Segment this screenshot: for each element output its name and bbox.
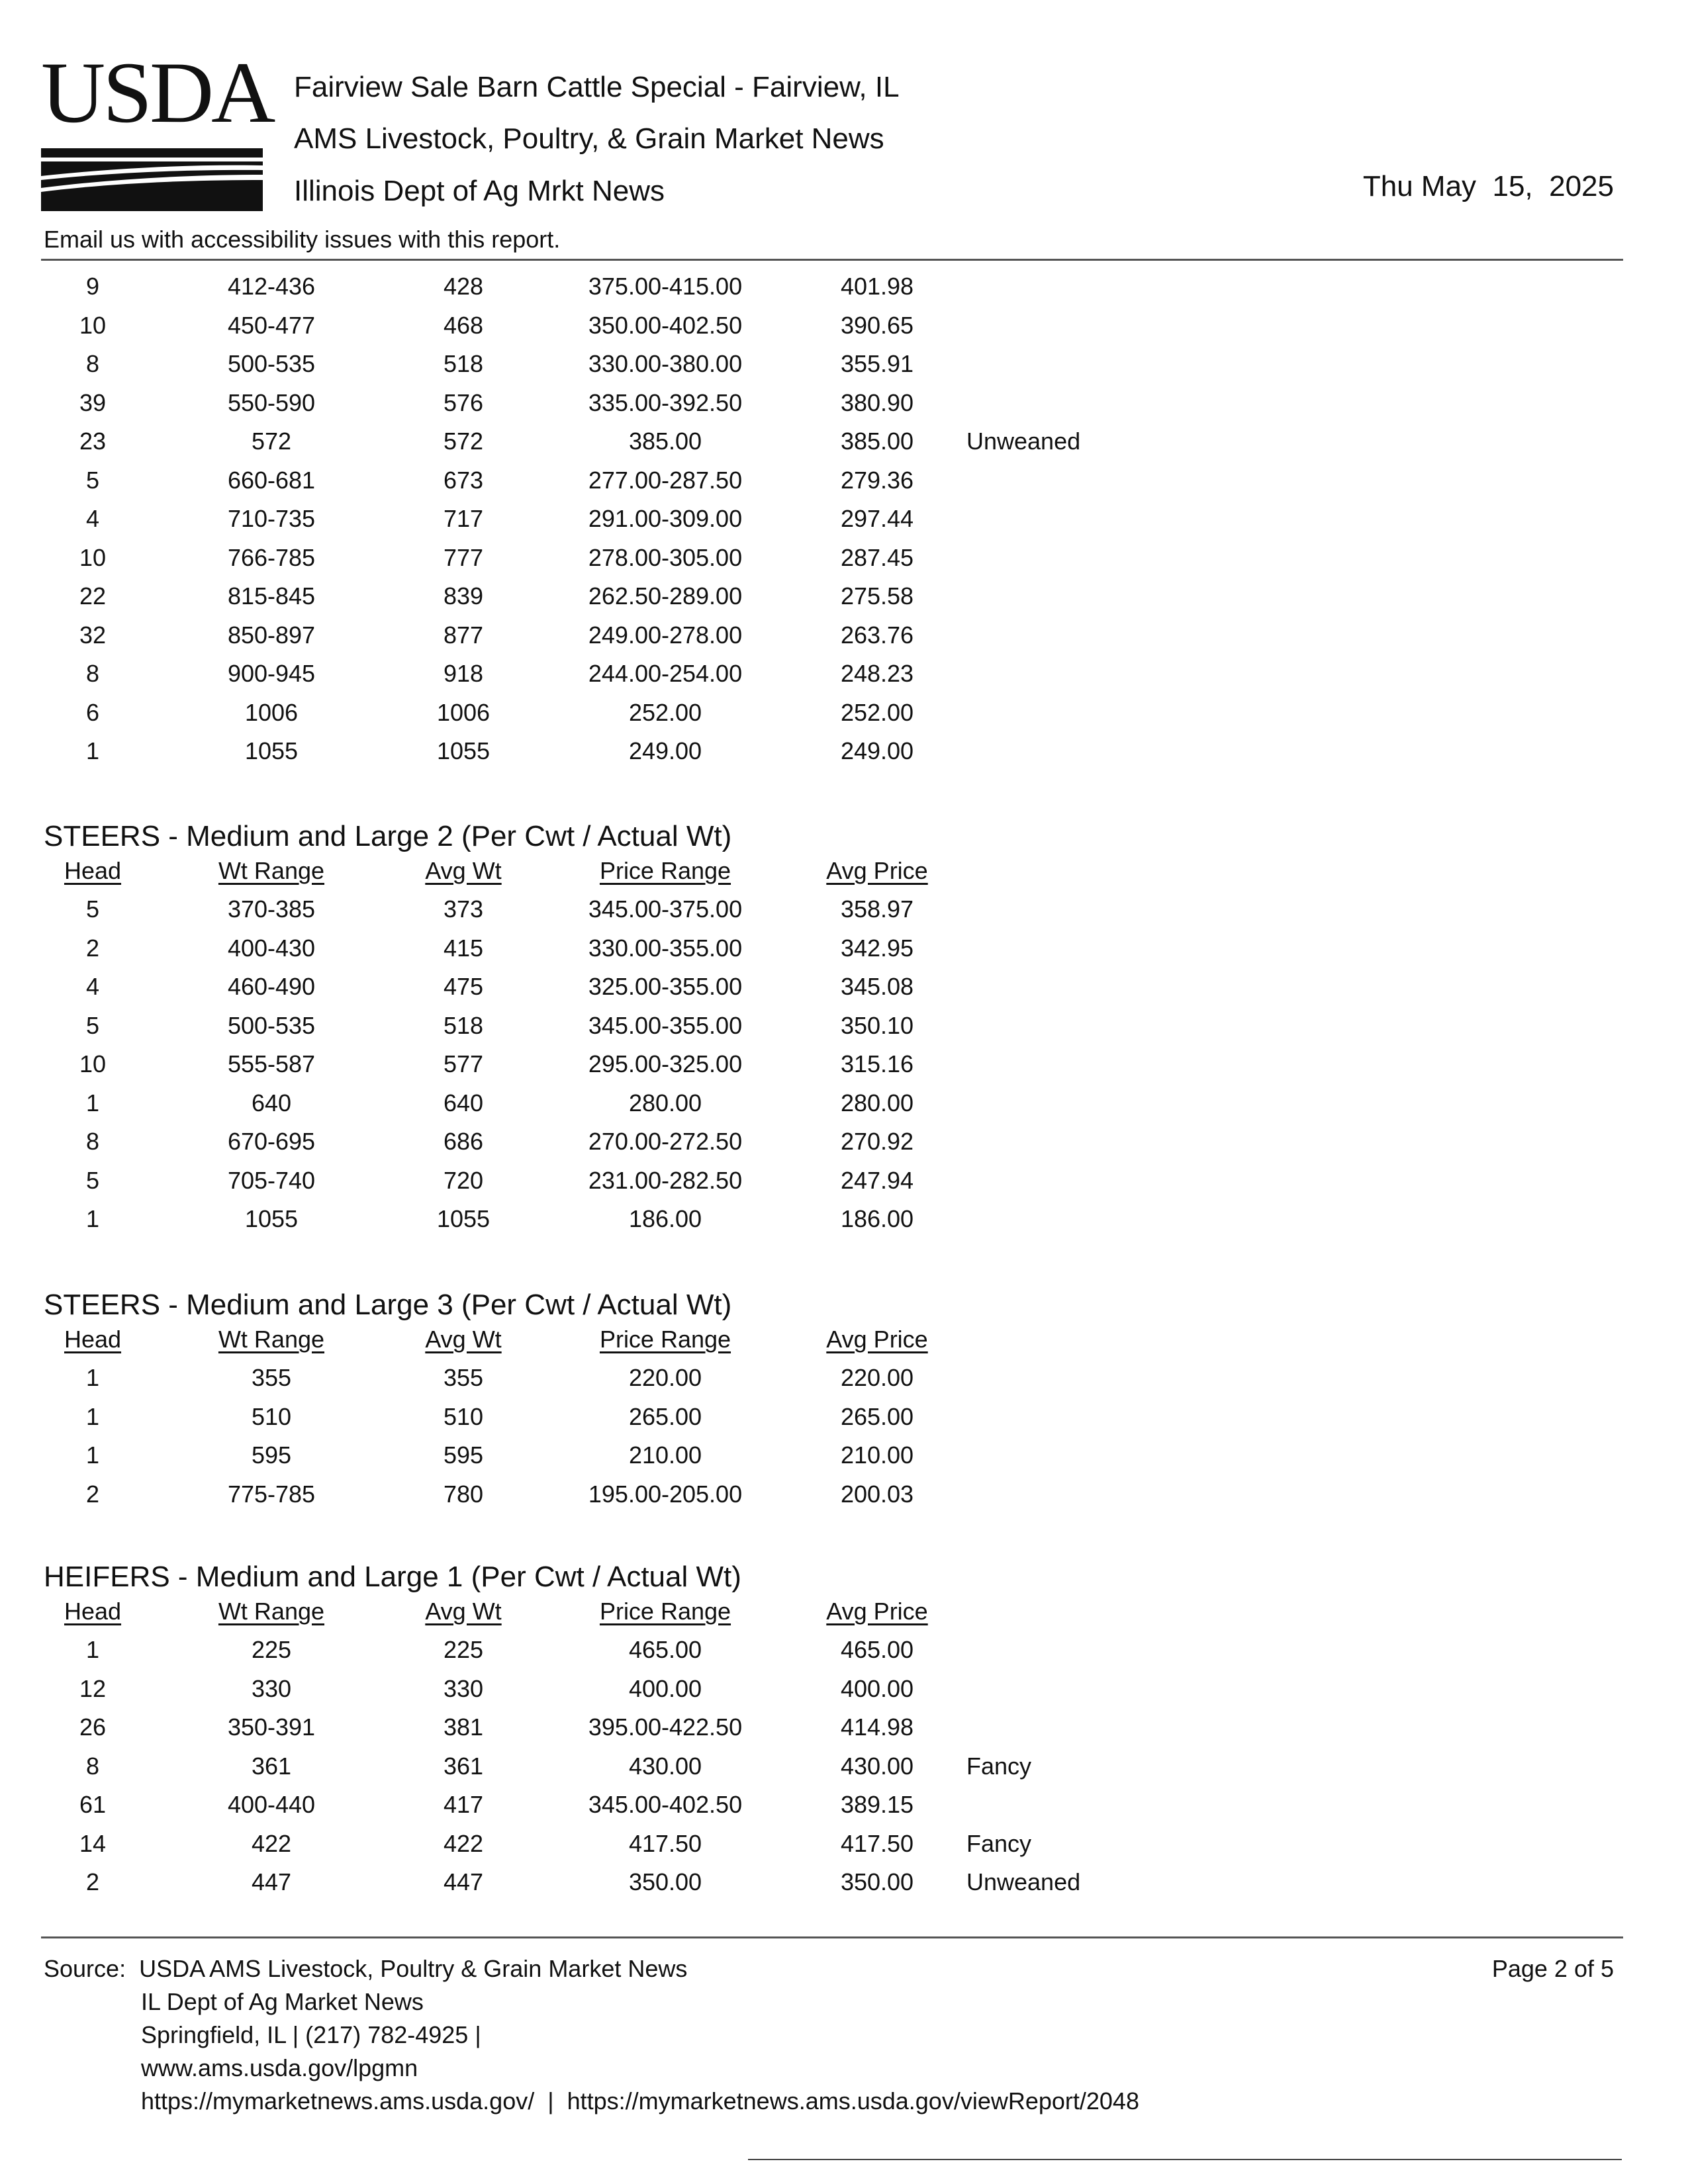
cell-head: 6: [85, 698, 100, 726]
cell-avg-wt: 640: [443, 1089, 484, 1116]
cell-price-range: 252.00: [628, 698, 702, 726]
cell-avg-wt: 1055: [436, 737, 491, 764]
cell-wt-range: 350-391: [227, 1713, 316, 1741]
cell-avg-wt: 673: [443, 466, 484, 494]
table-row: [0, 616, 1688, 655]
cell-avg-price: 275.58: [840, 582, 914, 610]
cell-avg-price: 414.98: [840, 1713, 914, 1741]
cell-avg-price: 390.65: [840, 311, 914, 339]
table-row: [0, 500, 1688, 538]
cell-price-range: 249.00: [628, 737, 702, 764]
cell-head: 8: [85, 350, 100, 377]
cell-price-range: 345.00-355.00: [588, 1011, 743, 1039]
usda-logo: [41, 44, 273, 208]
table-row: [0, 1007, 1688, 1045]
table-row: [0, 1045, 1688, 1083]
cell-head: 5: [85, 466, 100, 494]
cell-avg-wt: 417: [443, 1791, 484, 1818]
column-header-avg-wt: Avg Wt: [425, 1326, 502, 1353]
cell-head: 8: [85, 1752, 100, 1780]
column-header-head: Head: [64, 857, 122, 884]
cell-wt-range: 710-735: [227, 505, 316, 532]
table-row: [0, 306, 1688, 345]
table-row: [0, 1161, 1688, 1200]
page-number: Page 2 of 5: [1491, 1955, 1614, 1982]
cell-head: 39: [79, 388, 107, 416]
cell-avg-price: 389.15: [840, 1791, 914, 1818]
cell-avg-price: 186.00: [840, 1205, 914, 1232]
accessibility-email-note[interactable]: Email us with accessibility issues with this report.: [44, 226, 561, 253]
cell-avg-price: 358.97: [840, 895, 914, 923]
table-row: [0, 1825, 1688, 1863]
cell-avg-price: 247.94: [840, 1166, 914, 1194]
cell-avg-wt: 361: [443, 1752, 484, 1780]
cell-wt-range: 595: [251, 1441, 292, 1469]
cell-avg-price: 270.92: [840, 1128, 914, 1155]
cell-price-range: 350.00-402.50: [588, 311, 743, 339]
cell-head: 4: [85, 505, 100, 532]
cell-note: Unweaned: [966, 428, 1081, 455]
column-header-head: Head: [64, 1326, 122, 1353]
cell-price-range: 231.00-282.50: [588, 1166, 743, 1194]
cell-wt-range: 355: [251, 1364, 292, 1391]
table-row: [0, 732, 1688, 770]
cell-avg-price: 280.00: [840, 1089, 914, 1116]
cell-price-range: 186.00: [628, 1205, 702, 1232]
cell-avg-price: 350.10: [840, 1011, 914, 1039]
cell-wt-range: 412-436: [227, 273, 316, 300]
column-header-avg-price: Avg Price: [826, 1598, 928, 1625]
cell-head: 1: [85, 1441, 100, 1469]
cell-price-range: 400.00: [628, 1674, 702, 1702]
cell-head: 12: [79, 1674, 107, 1702]
cell-wt-range: 775-785: [227, 1480, 316, 1508]
table-row: [0, 1475, 1688, 1514]
table-row: [0, 1084, 1688, 1122]
cell-head: 1: [85, 1364, 100, 1391]
cell-avg-wt: 577: [443, 1050, 484, 1077]
cell-avg-price: 401.98: [840, 273, 914, 300]
table-row: [0, 890, 1688, 929]
cell-price-range: 345.00-375.00: [588, 895, 743, 923]
cell-avg-price: 315.16: [840, 1050, 914, 1077]
report-agency: Illinois Dept of Ag Mrkt News: [294, 175, 665, 207]
column-header-head: Head: [64, 1598, 122, 1625]
cell-wt-range: 766-785: [227, 543, 316, 571]
table-row: [0, 345, 1688, 383]
cell-avg-wt: 576: [443, 388, 484, 416]
cell-head: 1: [85, 1205, 100, 1232]
table-header-row: [0, 1320, 1688, 1359]
cell-avg-wt: 355: [443, 1364, 484, 1391]
cell-wt-range: 815-845: [227, 582, 316, 610]
table-row: [0, 1786, 1688, 1824]
column-header-avg-price: Avg Price: [826, 857, 928, 884]
cell-avg-wt: 518: [443, 1011, 484, 1039]
cell-avg-price: 297.44: [840, 505, 914, 532]
cell-wt-range: 1006: [244, 698, 299, 726]
cell-avg-price: 200.03: [840, 1480, 914, 1508]
table-row: [0, 1200, 1688, 1238]
column-header-avg-wt: Avg Wt: [425, 857, 502, 884]
cell-avg-price: 417.50: [840, 1829, 914, 1857]
table-row: [0, 1436, 1688, 1475]
cell-avg-wt: 422: [443, 1829, 484, 1857]
cell-price-range: 330.00-380.00: [588, 350, 743, 377]
cell-avg-price: 279.36: [840, 466, 914, 494]
section-title: STEERS - Medium and Large 3 (Per Cwt / Actual Wt): [44, 1289, 732, 1321]
cell-price-range: 220.00: [628, 1364, 702, 1391]
cell-price-range: 375.00-415.00: [588, 273, 743, 300]
table-row: [0, 655, 1688, 693]
cell-wt-range: 450-477: [227, 311, 316, 339]
cell-note: Fancy: [966, 1752, 1032, 1780]
cell-head: 1: [85, 1089, 100, 1116]
report-subtitle: AMS Livestock, Poultry, & Grain Market News: [294, 122, 884, 155]
cell-avg-price: 430.00: [840, 1752, 914, 1780]
table-row: [0, 539, 1688, 577]
column-header-price-range: Price Range: [599, 1598, 731, 1625]
cell-avg-price: 287.45: [840, 543, 914, 571]
cell-avg-wt: 572: [443, 428, 484, 455]
cell-price-range: 417.50: [628, 1829, 702, 1857]
cell-price-range: 280.00: [628, 1089, 702, 1116]
cell-avg-wt: 475: [443, 973, 484, 1000]
cell-price-range: 249.00-278.00: [588, 621, 743, 649]
cell-price-range: 210.00: [628, 1441, 702, 1469]
table-header-row: [0, 1592, 1688, 1631]
cell-head: 32: [79, 621, 107, 649]
cell-avg-wt: 330: [443, 1674, 484, 1702]
cell-head: 8: [85, 660, 100, 687]
table-row: [0, 1670, 1688, 1708]
column-header-wt-range: Wt Range: [218, 857, 325, 884]
cell-price-range: 295.00-325.00: [588, 1050, 743, 1077]
table-row: [0, 1122, 1688, 1161]
footer-line-2: IL Dept of Ag Market News: [141, 1988, 424, 2015]
column-header-wt-range: Wt Range: [218, 1598, 325, 1625]
cell-wt-range: 572: [251, 428, 292, 455]
cell-wt-range: 422: [251, 1829, 292, 1857]
footer-divider: [41, 1936, 1623, 1938]
cell-wt-range: 330: [251, 1674, 292, 1702]
cell-avg-price: 210.00: [840, 1441, 914, 1469]
cell-price-range: 262.50-289.00: [588, 582, 743, 610]
cell-avg-wt: 918: [443, 660, 484, 687]
cell-head: 4: [85, 973, 100, 1000]
table-row: [0, 1708, 1688, 1747]
cell-wt-range: 400-440: [227, 1791, 316, 1818]
cell-head: 1: [85, 737, 100, 764]
cell-avg-price: 248.23: [840, 660, 914, 687]
footer-links[interactable]: https://mymarketnews.ams.usda.gov/ | https://mymarketnews.ams.usda.gov/viewReport/2048: [141, 2087, 1139, 2115]
section-title: STEERS - Medium and Large 2 (Per Cwt / Actual Wt): [44, 820, 732, 852]
header-divider: [41, 259, 1623, 261]
cell-avg-wt: 428: [443, 273, 484, 300]
cell-head: 5: [85, 895, 100, 923]
cell-note: Unweaned: [966, 1868, 1081, 1895]
report-title: Fairview Sale Barn Cattle Special - Fairview, IL: [294, 71, 900, 103]
cell-wt-range: 660-681: [227, 466, 316, 494]
table-row: [0, 1747, 1688, 1786]
logo-field-graphic: [41, 148, 263, 211]
logo-text: USDA: [41, 44, 273, 141]
cell-wt-range: 850-897: [227, 621, 316, 649]
footer-line-3: Springfield, IL | (217) 782-4925 |: [141, 2021, 481, 2048]
cell-head: 2: [85, 1868, 100, 1895]
cell-avg-wt: 780: [443, 1480, 484, 1508]
cell-head: 23: [79, 428, 107, 455]
cell-wt-range: 640: [251, 1089, 292, 1116]
cell-head: 61: [79, 1791, 107, 1818]
cell-head: 1: [85, 1402, 100, 1430]
cell-head: 8: [85, 1128, 100, 1155]
cell-avg-price: 342.95: [840, 934, 914, 962]
cell-wt-range: 550-590: [227, 388, 316, 416]
cell-price-range: 265.00: [628, 1402, 702, 1430]
table-row: [0, 461, 1688, 500]
table-header-row: [0, 852, 1688, 890]
cell-avg-price: 263.76: [840, 621, 914, 649]
cell-avg-wt: 717: [443, 505, 484, 532]
cell-wt-range: 555-587: [227, 1050, 316, 1077]
cell-head: 5: [85, 1011, 100, 1039]
cell-price-range: 335.00-392.50: [588, 388, 743, 416]
cell-head: 2: [85, 934, 100, 962]
column-header-avg-wt: Avg Wt: [425, 1598, 502, 1625]
cell-price-range: 350.00: [628, 1868, 702, 1895]
cell-avg-price: 252.00: [840, 698, 914, 726]
cell-avg-wt: 381: [443, 1713, 484, 1741]
cell-note: Fancy: [966, 1829, 1032, 1857]
table-row: [0, 267, 1688, 306]
cell-price-range: 291.00-309.00: [588, 505, 743, 532]
cell-avg-wt: 518: [443, 350, 484, 377]
cell-avg-price: 220.00: [840, 1364, 914, 1391]
table-row: [0, 1863, 1688, 1901]
footer-source-label: Source:: [44, 1955, 126, 1982]
cell-head: 9: [85, 273, 100, 300]
cell-wt-range: 900-945: [227, 660, 316, 687]
cell-wt-range: 447: [251, 1868, 292, 1895]
cell-avg-wt: 468: [443, 311, 484, 339]
cell-wt-range: 460-490: [227, 973, 316, 1000]
cell-wt-range: 500-535: [227, 350, 316, 377]
cell-head: 10: [79, 311, 107, 339]
cell-price-range: 277.00-287.50: [588, 466, 743, 494]
cell-price-range: 385.00: [628, 428, 702, 455]
cell-avg-wt: 373: [443, 895, 484, 923]
cell-head: 10: [79, 1050, 107, 1077]
cell-price-range: 195.00-205.00: [588, 1480, 743, 1508]
cell-price-range: 278.00-305.00: [588, 543, 743, 571]
report-date: Thu May 15, 2025: [1362, 170, 1614, 203]
cell-avg-price: 350.00: [840, 1868, 914, 1895]
table-row: [0, 968, 1688, 1006]
table-row: [0, 1398, 1688, 1436]
cell-avg-price: 249.00: [840, 737, 914, 764]
cell-price-range: 430.00: [628, 1752, 702, 1780]
column-header-wt-range: Wt Range: [218, 1326, 325, 1353]
table-row: [0, 694, 1688, 732]
cell-price-range: 465.00: [628, 1636, 702, 1663]
section-title: HEIFERS - Medium and Large 1 (Per Cwt / Actual Wt): [44, 1561, 741, 1593]
cell-wt-range: 500-535: [227, 1011, 316, 1039]
cell-price-range: 345.00-402.50: [588, 1791, 743, 1818]
cell-head: 22: [79, 582, 107, 610]
cell-avg-wt: 1055: [436, 1205, 491, 1232]
cell-head: 26: [79, 1713, 107, 1741]
cell-avg-price: 265.00: [840, 1402, 914, 1430]
cell-avg-wt: 686: [443, 1128, 484, 1155]
cell-avg-price: 355.91: [840, 350, 914, 377]
cell-price-range: 330.00-355.00: [588, 934, 743, 962]
cell-head: 14: [79, 1829, 107, 1857]
cell-wt-range: 510: [251, 1402, 292, 1430]
footer-source-text: USDA AMS Livestock, Poultry & Grain Market News: [139, 1955, 688, 1982]
cell-price-range: 395.00-422.50: [588, 1713, 743, 1741]
cell-head: 10: [79, 543, 107, 571]
cell-avg-wt: 839: [443, 582, 484, 610]
cell-head: 2: [85, 1480, 100, 1508]
cell-avg-wt: 510: [443, 1402, 484, 1430]
footer-link-lpgmn[interactable]: www.ams.usda.gov/lpgmn: [141, 2054, 418, 2081]
cell-wt-range: 400-430: [227, 934, 316, 962]
cell-head: 5: [85, 1166, 100, 1194]
cell-wt-range: 670-695: [227, 1128, 316, 1155]
cell-price-range: 270.00-272.50: [588, 1128, 743, 1155]
cell-wt-range: 370-385: [227, 895, 316, 923]
cell-wt-range: 225: [251, 1636, 292, 1663]
cell-avg-price: 345.08: [840, 973, 914, 1000]
cell-head: 1: [85, 1636, 100, 1663]
cell-avg-price: 400.00: [840, 1674, 914, 1702]
cell-wt-range: 705-740: [227, 1166, 316, 1194]
cell-wt-range: 1055: [244, 737, 299, 764]
table-row: [0, 1631, 1688, 1669]
cell-wt-range: 361: [251, 1752, 292, 1780]
cell-wt-range: 1055: [244, 1205, 299, 1232]
column-header-avg-price: Avg Price: [826, 1326, 928, 1353]
column-header-price-range: Price Range: [599, 857, 731, 884]
cell-avg-wt: 777: [443, 543, 484, 571]
cell-avg-wt: 415: [443, 934, 484, 962]
table-row: [0, 422, 1688, 461]
cell-avg-wt: 1006: [436, 698, 491, 726]
cell-avg-wt: 595: [443, 1441, 484, 1469]
bottom-rule: [748, 2159, 1622, 2160]
cell-price-range: 244.00-254.00: [588, 660, 743, 687]
table-row: [0, 929, 1688, 968]
table-row: [0, 1359, 1688, 1397]
cell-avg-price: 380.90: [840, 388, 914, 416]
cell-avg-wt: 720: [443, 1166, 484, 1194]
table-row: [0, 577, 1688, 615]
cell-avg-wt: 225: [443, 1636, 484, 1663]
cell-avg-price: 385.00: [840, 428, 914, 455]
cell-avg-wt: 877: [443, 621, 484, 649]
cell-price-range: 325.00-355.00: [588, 973, 743, 1000]
table-row: [0, 384, 1688, 422]
footer-source: [44, 1952, 687, 1985]
column-header-price-range: Price Range: [599, 1326, 731, 1353]
cell-avg-price: 465.00: [840, 1636, 914, 1663]
cell-avg-wt: 447: [443, 1868, 484, 1895]
